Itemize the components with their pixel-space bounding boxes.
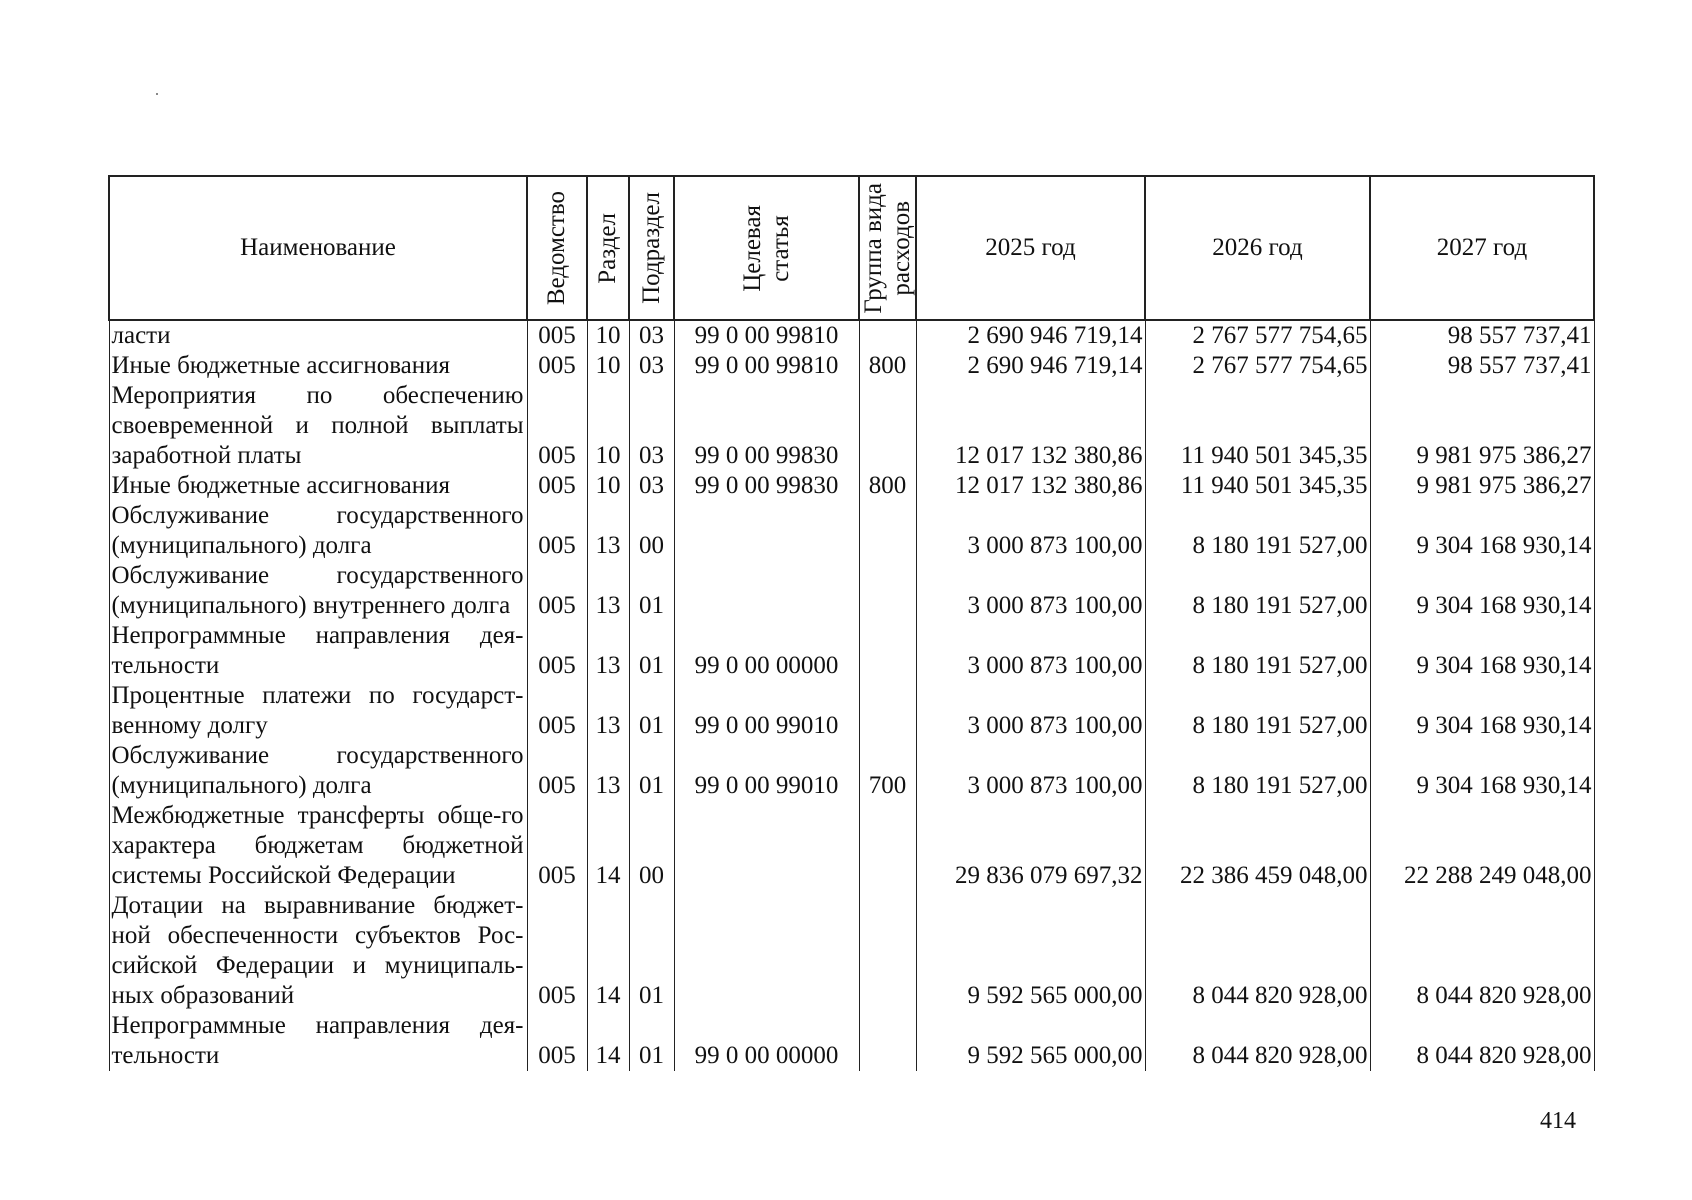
- row-dept: 005: [527, 801, 587, 891]
- row-2025: 3 000 873 100,00: [916, 621, 1145, 681]
- row-name: Мероприятия по обеспечению своевременной и полной выплаты заработной платы: [109, 381, 527, 471]
- row-name: Иные бюджетные ассигнования: [109, 471, 527, 501]
- budget-table: [108, 175, 1595, 1071]
- table-row: [109, 741, 1594, 801]
- row-section: 13: [587, 501, 629, 561]
- page-number: 414: [1540, 1108, 1576, 1134]
- row-2026: 8 180 191 527,00: [1145, 621, 1370, 681]
- row-2026: 11 940 501 345,35: [1145, 381, 1370, 471]
- row-subsection: 00: [629, 801, 674, 891]
- row-name: ласти: [109, 320, 527, 351]
- row-2025: 2 690 946 719,14: [916, 320, 1145, 351]
- row-subsection: 03: [629, 471, 674, 501]
- row-section: 13: [587, 561, 629, 621]
- row-exp-group: 800: [859, 471, 916, 501]
- row-name: Обслуживание государственного (муниципального) внутреннего долга: [109, 561, 527, 621]
- table-row: [109, 381, 1594, 471]
- row-2025: 12 017 132 380,86: [916, 471, 1145, 501]
- row-section: 13: [587, 681, 629, 741]
- row-2027: 8 044 820 928,00: [1370, 1011, 1594, 1071]
- table-row: [109, 1011, 1594, 1071]
- row-2027: 8 044 820 928,00: [1370, 891, 1594, 1011]
- row-exp-group: [859, 681, 916, 741]
- row-exp-group: 700: [859, 741, 916, 801]
- row-2025: 3 000 873 100,00: [916, 681, 1145, 741]
- row-dept: 005: [527, 741, 587, 801]
- row-name: Дотации на выравнивание бюджет-ной обеспеченности субъектов Рос-сийской Федерации и муниципаль-ных образований: [109, 891, 527, 1011]
- row-name: Непрограммные направления дея-тельности: [109, 621, 527, 681]
- row-exp-group: [859, 891, 916, 1011]
- row-section: 13: [587, 741, 629, 801]
- table-row: [109, 621, 1594, 681]
- table-row: [109, 351, 1594, 381]
- row-target: 99 0 00 99830: [674, 471, 859, 501]
- header-target: Целевая статья: [674, 176, 859, 320]
- row-2026: 2 767 577 754,65: [1145, 320, 1370, 351]
- row-2025: 9 592 565 000,00: [916, 1011, 1145, 1071]
- row-exp-group: 800: [859, 351, 916, 381]
- row-dept: 005: [527, 681, 587, 741]
- header-subsection: Подраздел: [629, 176, 674, 320]
- row-dept: 005: [527, 891, 587, 1011]
- row-name: Непрограммные направления дея-тельности: [109, 1011, 527, 1071]
- table-row: [109, 471, 1594, 501]
- header-2025: 2025 год: [916, 176, 1145, 320]
- row-2027: 9 304 168 930,14: [1370, 621, 1594, 681]
- row-subsection: 01: [629, 1011, 674, 1071]
- header-name: Наименование: [109, 176, 527, 320]
- row-name: Межбюджетные трансферты обще-го характера бюджетам бюджетной системы Российской Федерации: [109, 801, 527, 891]
- row-2025: 9 592 565 000,00: [916, 891, 1145, 1011]
- row-subsection: 03: [629, 320, 674, 351]
- row-subsection: 01: [629, 621, 674, 681]
- row-subsection: 00: [629, 501, 674, 561]
- row-2027: 9 981 975 386,27: [1370, 471, 1594, 501]
- row-2026: 2 767 577 754,65: [1145, 351, 1370, 381]
- row-2027: 9 304 168 930,14: [1370, 681, 1594, 741]
- row-section: 14: [587, 891, 629, 1011]
- row-exp-group: [859, 381, 916, 471]
- row-2025: 12 017 132 380,86: [916, 381, 1145, 471]
- row-name: Процентные платежи по государст-венному долгу: [109, 681, 527, 741]
- row-2027: 98 557 737,41: [1370, 351, 1594, 381]
- row-exp-group: [859, 801, 916, 891]
- row-target: 99 0 00 99810: [674, 351, 859, 381]
- row-target: 99 0 00 99010: [674, 681, 859, 741]
- row-target: 99 0 00 99830: [674, 381, 859, 471]
- header-dept: Ведомство: [527, 176, 587, 320]
- row-subsection: 03: [629, 351, 674, 381]
- row-2027: 22 288 249 048,00: [1370, 801, 1594, 891]
- row-target: [674, 561, 859, 621]
- row-section: 14: [587, 801, 629, 891]
- header-section: Раздел: [587, 176, 629, 320]
- row-2026: 8 180 191 527,00: [1145, 681, 1370, 741]
- row-2026: 11 940 501 345,35: [1145, 471, 1370, 501]
- row-2027: 98 557 737,41: [1370, 320, 1594, 351]
- row-2026: 8 044 820 928,00: [1145, 891, 1370, 1011]
- row-dept: 005: [527, 561, 587, 621]
- table-row: [109, 320, 1594, 351]
- row-2025: 2 690 946 719,14: [916, 351, 1145, 381]
- row-exp-group: [859, 501, 916, 561]
- table-row: [109, 561, 1594, 621]
- row-name: Иные бюджетные ассигнования: [109, 351, 527, 381]
- row-dept: 005: [527, 501, 587, 561]
- row-exp-group: [859, 1011, 916, 1071]
- row-2025: 3 000 873 100,00: [916, 561, 1145, 621]
- row-2027: 9 981 975 386,27: [1370, 381, 1594, 471]
- row-section: 10: [587, 320, 629, 351]
- table-row: [109, 801, 1594, 891]
- row-2027: 9 304 168 930,14: [1370, 741, 1594, 801]
- table-row: [109, 501, 1594, 561]
- table-row: [109, 681, 1594, 741]
- header-2026: 2026 год: [1145, 176, 1370, 320]
- row-dept: 005: [527, 621, 587, 681]
- row-dept: 005: [527, 320, 587, 351]
- row-2026: 22 386 459 048,00: [1145, 801, 1370, 891]
- row-2027: 9 304 168 930,14: [1370, 501, 1594, 561]
- row-target: 99 0 00 99810: [674, 320, 859, 351]
- row-target: 99 0 00 99010: [674, 741, 859, 801]
- row-subsection: 01: [629, 681, 674, 741]
- header-2027: 2027 год: [1370, 176, 1594, 320]
- row-section: 13: [587, 621, 629, 681]
- header-row: [109, 176, 1594, 320]
- row-section: 10: [587, 351, 629, 381]
- row-dept: 005: [527, 1011, 587, 1071]
- row-subsection: 01: [629, 891, 674, 1011]
- row-target: [674, 801, 859, 891]
- row-name: Обслуживание государственного (муниципального) долга: [109, 501, 527, 561]
- row-target: 99 0 00 00000: [674, 621, 859, 681]
- row-target: [674, 891, 859, 1011]
- row-dept: 005: [527, 381, 587, 471]
- row-2026: 8 180 191 527,00: [1145, 741, 1370, 801]
- row-2025: 29 836 079 697,32: [916, 801, 1145, 891]
- row-name: Обслуживание государственного (муниципального) долга: [109, 741, 527, 801]
- row-2026: 8 044 820 928,00: [1145, 1011, 1370, 1071]
- row-dept: 005: [527, 471, 587, 501]
- row-section: 10: [587, 471, 629, 501]
- row-2026: 8 180 191 527,00: [1145, 501, 1370, 561]
- row-exp-group: [859, 561, 916, 621]
- row-section: 10: [587, 381, 629, 471]
- scan-speck: [156, 93, 158, 95]
- header-exp-group: Группа вида расходов: [859, 176, 916, 320]
- row-2025: 3 000 873 100,00: [916, 501, 1145, 561]
- table-row: [109, 891, 1594, 1011]
- row-subsection: 03: [629, 381, 674, 471]
- row-2027: 9 304 168 930,14: [1370, 561, 1594, 621]
- row-dept: 005: [527, 351, 587, 381]
- row-exp-group: [859, 320, 916, 351]
- row-target: 99 0 00 00000: [674, 1011, 859, 1071]
- row-subsection: 01: [629, 561, 674, 621]
- row-subsection: 01: [629, 741, 674, 801]
- row-section: 14: [587, 1011, 629, 1071]
- row-exp-group: [859, 621, 916, 681]
- row-2025: 3 000 873 100,00: [916, 741, 1145, 801]
- row-target: [674, 501, 859, 561]
- row-2026: 8 180 191 527,00: [1145, 561, 1370, 621]
